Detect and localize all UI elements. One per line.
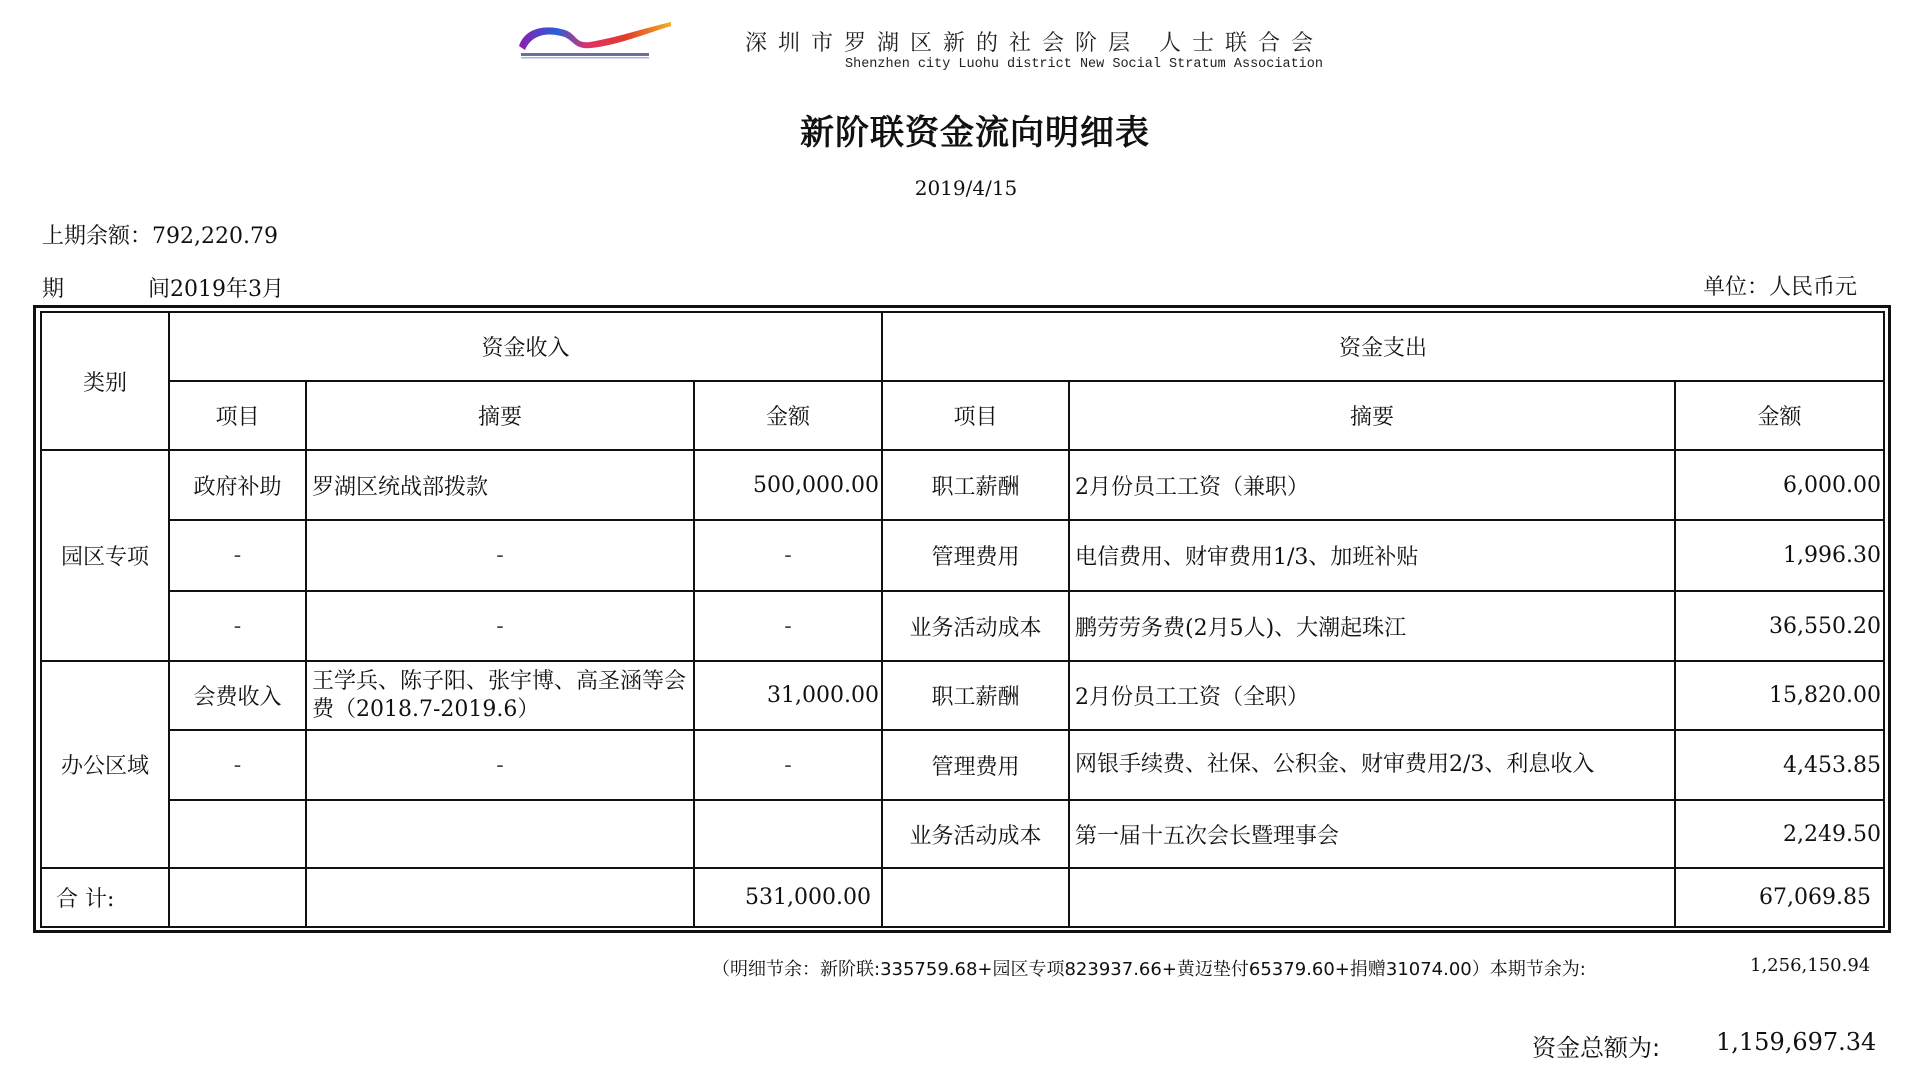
organization-name-cn: 深圳市罗湖区新的社会阶层 人士联合会	[745, 31, 1324, 56]
income-summary	[307, 801, 695, 869]
income-item: -	[170, 592, 307, 662]
income-summary: 罗湖区统战部拨款	[307, 451, 695, 521]
income-amount	[695, 801, 883, 869]
expense-amount: 15,820.00	[1676, 662, 1883, 731]
previous-balance: 上期余额：792,220.79	[42, 224, 278, 249]
period-value: 间2019年3月	[148, 277, 284, 302]
income-amount: -	[695, 592, 883, 662]
total-empty-cell	[883, 869, 1070, 926]
income-amount: -	[695, 521, 883, 592]
expense-item-header: 项目	[883, 382, 1070, 451]
income-amount-header: 金额	[695, 382, 883, 451]
category-office-area: 办公区域	[42, 662, 170, 869]
income-item	[170, 801, 307, 869]
income-header: 资金收入	[170, 313, 883, 382]
expense-amount: 36,550.20	[1676, 592, 1883, 662]
total-empty-cell	[307, 869, 695, 926]
period-surplus: 1,256,150.94	[1750, 955, 1871, 976]
income-summary: -	[307, 592, 695, 662]
period-label: 期	[42, 277, 65, 302]
expense-item: 职工薪酬	[883, 662, 1070, 731]
income-item: 政府补助	[170, 451, 307, 521]
income-item: -	[170, 521, 307, 592]
income-item-header: 项目	[170, 382, 307, 451]
expense-summary: 2月份员工工资（兼职）	[1070, 451, 1676, 521]
category-park-project: 园区专项	[42, 451, 170, 662]
expense-summary: 网银手续费、社保、公积金、财审费用2/3、利息收入	[1070, 731, 1676, 801]
income-amount: 31,000.00	[695, 662, 883, 731]
total-label: 合 计:	[42, 869, 170, 926]
organization-logo	[515, 20, 675, 62]
expense-summary: 2月份员工工资（全职）	[1070, 662, 1676, 731]
currency-unit: 单位：人民币元	[1703, 275, 1858, 300]
expense-item: 业务活动成本	[883, 592, 1070, 662]
expense-summary: 电信费用、财审费用1/3、加班补贴	[1070, 521, 1676, 592]
income-item: -	[170, 731, 307, 801]
expense-summary-header: 摘要	[1070, 382, 1676, 451]
total-funds-label: 资金总额为:	[1532, 1034, 1661, 1062]
expense-item: 职工薪酬	[883, 451, 1070, 521]
expense-item: 管理费用	[883, 521, 1070, 592]
category-header: 类别	[42, 313, 170, 451]
expense-amount-header: 金额	[1676, 382, 1883, 451]
income-summary: -	[307, 731, 695, 801]
expense-total: 67,069.85	[1759, 885, 1871, 910]
report-date: 2019/4/15	[914, 176, 1018, 200]
expense-summary: 第一届十五次会长暨理事会	[1070, 801, 1676, 869]
income-amount: 500,000.00	[695, 451, 883, 521]
expense-amount: 4,453.85	[1676, 731, 1883, 801]
income-amount: -	[695, 731, 883, 801]
total-empty-cell	[170, 869, 307, 926]
detail-balance-note: （明细节余：新阶联:335759.68+园区专项823937.66+黄迈垫付65379.60+捐赠31074.00）本期节余为:	[712, 959, 1586, 980]
income-summary: -	[307, 521, 695, 592]
income-summary-header: 摘要	[307, 382, 695, 451]
income-total: 531,000.00	[695, 869, 883, 926]
expense-amount: 6,000.00	[1676, 451, 1883, 521]
income-summary: 王学兵、陈子阳、张宇博、高圣涵等会费（2018.7-2019.6）	[307, 662, 695, 731]
expense-summary: 鹏劳劳务费(2月5人)、大潮起珠江	[1070, 592, 1676, 662]
page-title: 新阶联资金流向明细表	[800, 113, 1150, 153]
fund-flow-table	[40, 311, 1885, 928]
organization-name-en: Shenzhen city Luohu district New Social Stratum Association	[845, 57, 1323, 72]
expense-amount: 2,249.50	[1676, 801, 1883, 869]
expense-item: 业务活动成本	[883, 801, 1070, 869]
income-item: 会费收入	[170, 662, 307, 731]
expense-amount: 1,996.30	[1676, 521, 1883, 592]
expense-item: 管理费用	[883, 731, 1070, 801]
expense-header: 资金支出	[883, 313, 1883, 382]
total-empty-cell	[1070, 869, 1676, 926]
total-funds-value: 1,159,697.34	[1716, 1028, 1877, 1056]
